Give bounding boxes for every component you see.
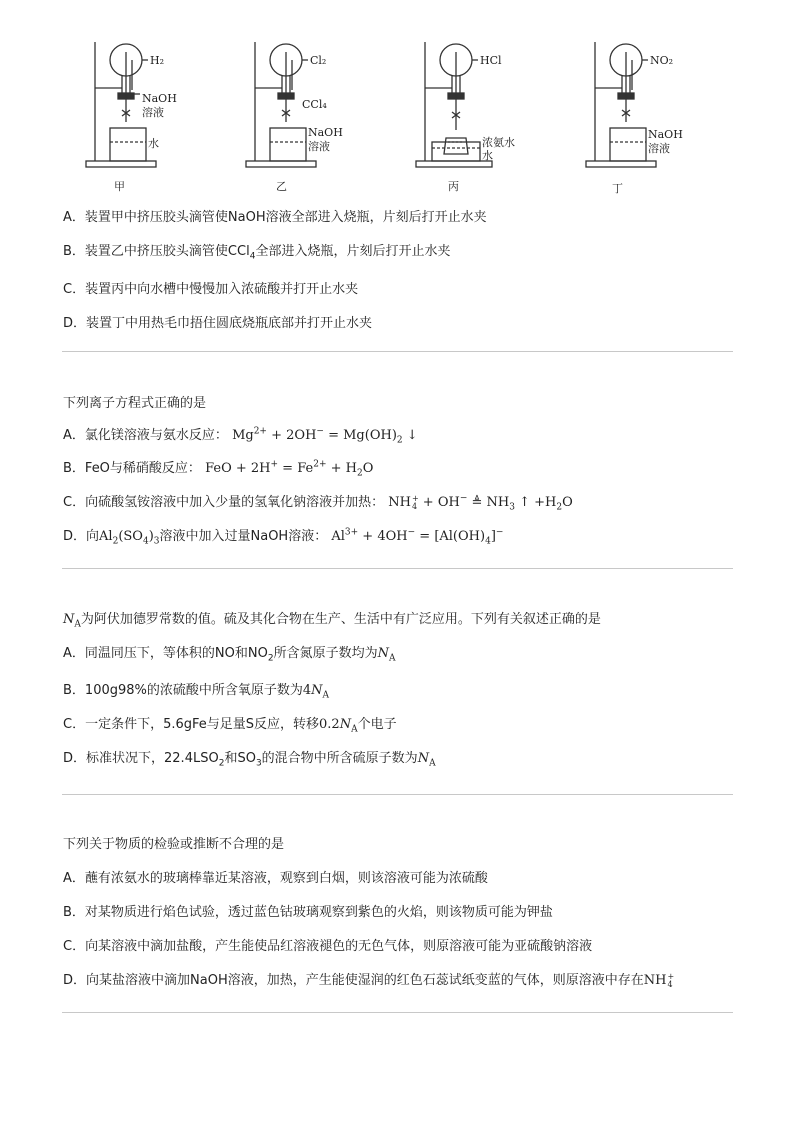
- q3-option-c-text-2: 个电子: [357, 717, 397, 732]
- eq-part: + 4OH: [358, 529, 408, 544]
- bing-beaker-label-1: 浓氨水: [482, 136, 515, 149]
- eq-sub: 4: [411, 501, 418, 511]
- bing-gas-label: HCl: [480, 54, 502, 67]
- na-symbol: N: [377, 646, 389, 661]
- q1-option-c-text: 装置丙中向水槽中慢慢加入浓硫酸并打开止水夹: [85, 282, 359, 297]
- eq-part: ↓: [402, 428, 418, 443]
- eq-part: + OH: [418, 495, 460, 510]
- ding-beaker-label-1: NaOH: [648, 128, 683, 141]
- eq-sub: 4: [485, 536, 491, 547]
- eq-sub: 2: [357, 468, 363, 479]
- na-sub: A: [388, 653, 396, 664]
- q3-option-d[interactable]: [63, 750, 436, 768]
- yi-caption: 乙: [276, 180, 287, 193]
- q4-option-d-label: D．: [63, 973, 87, 988]
- q2-option-d-text-1: 向: [86, 529, 100, 544]
- ding-beaker-label-2: 溶液: [648, 142, 670, 155]
- coefficient: 4: [302, 683, 312, 698]
- q4-option-d-text: 向某盐溶液中滴加NaOH溶液，加热，产生能使湿润的红色石蕊试纸变蓝的气体，则原溶液中存在: [86, 973, 644, 988]
- q1-option-b[interactable]: [63, 243, 450, 261]
- q1-option-c-label: C．: [63, 282, 86, 297]
- na-symbol: N: [63, 612, 75, 627]
- jia-side-label-1: NaOH: [142, 92, 177, 105]
- q2-option-a[interactable]: [63, 427, 418, 445]
- eq-sub: 3: [153, 536, 160, 547]
- q3-option-d-sub-2: 3: [255, 758, 262, 769]
- q2-option-b[interactable]: [63, 460, 373, 478]
- jia-gas-label: H₂: [150, 54, 165, 67]
- q3-option-d-label: D．: [63, 751, 87, 766]
- q1-option-c[interactable]: [63, 281, 358, 299]
- eq-sup: +: [270, 459, 279, 470]
- na-symbol: N: [311, 683, 323, 698]
- eq-sub: 3: [509, 502, 515, 513]
- eq-part: ↑ +H: [514, 495, 557, 510]
- eq-part: ≜ NH: [467, 495, 510, 510]
- q3-stem-text: 为阿伏加德罗常数的值。硫及其化合物在生产、生活中有广泛应用。下列有关叙述正确的是: [80, 612, 601, 627]
- q3-option-d-text-1: 标准状况下，22.4LSO: [86, 751, 219, 766]
- yi-side-label: CCl₄: [302, 98, 327, 111]
- q4-option-b-label: B．: [63, 905, 85, 920]
- q3-option-a-text-2: 所含氮原子数均为: [273, 646, 378, 661]
- eq-part: = Fe: [278, 461, 314, 476]
- q1-option-d-text: 装置丁中用热毛巾捂住圆底烧瓶底部并打开止水夹: [86, 316, 373, 331]
- eq-part: = Mg(OH): [323, 428, 397, 443]
- q4-option-a-text: 蘸有浓氨水的玻璃棒靠近某溶液，观察到白烟，则该溶液可能为浓硫酸: [84, 871, 488, 886]
- eq-supsub: [667, 973, 674, 989]
- q3-option-a[interactable]: [63, 645, 395, 663]
- q3-stem: [63, 611, 601, 629]
- q3-option-b-text-1: 100g98%的浓硫酸中所含氧原子数为: [84, 683, 303, 698]
- eq-supsub: [412, 495, 419, 511]
- q3-option-b-label: B．: [63, 683, 85, 698]
- na-sub: A: [322, 690, 330, 701]
- eq-sup: −: [407, 527, 416, 538]
- yi-gas-label: Cl₂: [310, 54, 327, 67]
- ding-gas-label: NO₂: [650, 54, 674, 67]
- na-symbol: N: [417, 751, 430, 766]
- na-symbol: N: [339, 717, 352, 732]
- eq-part: + H: [326, 461, 357, 476]
- jia-side-label-2: 溶液: [142, 106, 164, 119]
- q3-option-c[interactable]: [63, 716, 397, 734]
- q1-option-b-text-2: 全部进入烧瓶，片刻后打开止水夹: [255, 244, 451, 259]
- q1-option-d[interactable]: [63, 315, 372, 333]
- apparatus-ding: [586, 42, 656, 167]
- q2-option-b-label: B．: [63, 461, 85, 476]
- jia-beaker-label: 水: [148, 137, 159, 150]
- eq-sub: 2: [112, 536, 119, 547]
- ion-formula: [644, 973, 674, 988]
- eq-sup: +: [411, 493, 419, 503]
- eq-sub: 4: [142, 536, 149, 547]
- eq-sup: 2+: [313, 459, 327, 470]
- bing-beaker-label-2: 水: [482, 149, 493, 162]
- q1-option-a-text: 装置甲中挤压胶头滴管使NaOH溶液全部进入烧瓶，片刻后打开止水夹: [84, 210, 487, 225]
- apparatus-figure: [60, 30, 730, 200]
- eq-part: FeO + 2H: [205, 461, 271, 476]
- q3-option-a-label: A．: [63, 646, 85, 661]
- q2-option-d-formula: [99, 529, 160, 547]
- q2-option-c-label: C．: [63, 495, 86, 510]
- q4-option-a-label: A．: [63, 871, 85, 886]
- separator: [62, 351, 733, 352]
- eq-sub: 2: [396, 435, 403, 446]
- jia-caption: 甲: [114, 180, 125, 193]
- na-sub: A: [74, 619, 81, 630]
- coefficient: 0.2: [319, 717, 340, 732]
- eq-sup: −: [316, 426, 324, 437]
- eq-part: NH: [388, 495, 411, 510]
- q3-option-d-sub-1: 2: [218, 758, 225, 769]
- q4-stem: 下列关于物质的检验或推断不合理的是: [63, 837, 285, 852]
- eq-sup: −: [495, 527, 504, 538]
- eq-part: ): [148, 529, 154, 544]
- eq-sub: 2: [556, 502, 563, 513]
- eq-part: = [Al(OH): [415, 529, 486, 544]
- yi-beaker-label-2: 溶液: [308, 140, 330, 153]
- yi-beaker-label-1: NaOH: [308, 126, 343, 139]
- q1-option-a[interactable]: [63, 209, 487, 227]
- na-sub: A: [351, 724, 358, 735]
- separator: [62, 1012, 733, 1013]
- eq-part: ]: [490, 529, 496, 544]
- q1-option-b-label: B．: [63, 244, 85, 259]
- q2-option-b-text: FeO与稀硝酸反应：: [84, 461, 201, 476]
- q2-option-b-equation: [205, 459, 374, 479]
- eq-part: Mg: [232, 428, 254, 443]
- na-sub: A: [429, 758, 436, 769]
- eq-sup: 2+: [253, 426, 267, 437]
- q4-option-c-label: C．: [63, 939, 86, 954]
- bing-caption: 丙: [448, 180, 459, 193]
- q2-option-a-text: 氯化镁溶液与氨水反应：: [84, 428, 228, 443]
- q3-option-b[interactable]: [63, 682, 329, 700]
- eq-part: + 2OH: [266, 428, 317, 443]
- q2-option-c[interactable]: [63, 494, 573, 512]
- q3-option-c-label: C．: [63, 717, 86, 732]
- q1-option-b-sub: 4: [249, 251, 256, 262]
- eq-part: (SO: [118, 529, 143, 544]
- eq-sup: 3+: [344, 527, 359, 538]
- q3-option-c-text-1: 一定条件下，5.6gFe与足量S反应，转移: [85, 717, 320, 732]
- separator: [62, 794, 733, 795]
- eq-sup: +: [667, 971, 675, 981]
- q1-option-a-label: A．: [63, 210, 85, 225]
- q4-option-d[interactable]: [63, 972, 674, 990]
- q3-option-a-sub: 2: [267, 653, 274, 664]
- q1-option-d-label: D．: [63, 316, 87, 331]
- separator: [62, 568, 733, 569]
- q3-option-a-text-1: 同温同压下，等体积的NO和NO: [84, 646, 268, 661]
- q2-option-d-text-2: 溶液中加入过量NaOH溶液：: [159, 529, 328, 544]
- eq-part: NH: [643, 973, 667, 988]
- eq-part: Al: [331, 529, 345, 544]
- q2-option-a-label: A．: [63, 428, 85, 443]
- eq-part: O: [362, 461, 374, 476]
- eq-sub: 4: [667, 979, 673, 989]
- q4-option-a[interactable]: [63, 870, 488, 888]
- q2-stem: 下列离子方程式正确的是: [63, 396, 207, 411]
- q4-option-b-text: 对某物质进行焰色试验，透过蓝色钴玻璃观察到紫色的火焰，则该物质可能为钾盐: [84, 905, 553, 920]
- q2-option-d[interactable]: [63, 528, 503, 546]
- q3-option-d-text-2: 和SO: [224, 751, 256, 766]
- q1-option-b-text-1: 装置乙中挤压胶头滴管使CCl: [84, 244, 250, 259]
- eq-sup: −: [459, 493, 468, 504]
- q4-option-c-text: 向某溶液中滴加盐酸，产生能使品红溶液褪色的无色气体，则原溶液可能为亚硫酸钠溶液: [85, 939, 593, 954]
- q4-option-c[interactable]: [63, 938, 592, 956]
- q2-option-c-text: 向硫酸氢铵溶液中加入少量的氢氧化钠溶液并加热：: [85, 495, 385, 510]
- q2-option-d-label: D．: [63, 529, 87, 544]
- q2-option-d-equation: [331, 527, 504, 547]
- q3-option-d-text-3: 的混合物中所含硫原子数为: [261, 751, 418, 766]
- q4-option-b[interactable]: [63, 904, 553, 922]
- eq-part: O: [562, 495, 573, 510]
- eq-part: Al: [99, 529, 113, 544]
- q2-option-a-equation: [232, 426, 418, 446]
- ding-caption: 丁: [612, 182, 623, 195]
- q2-option-c-equation: [388, 493, 573, 513]
